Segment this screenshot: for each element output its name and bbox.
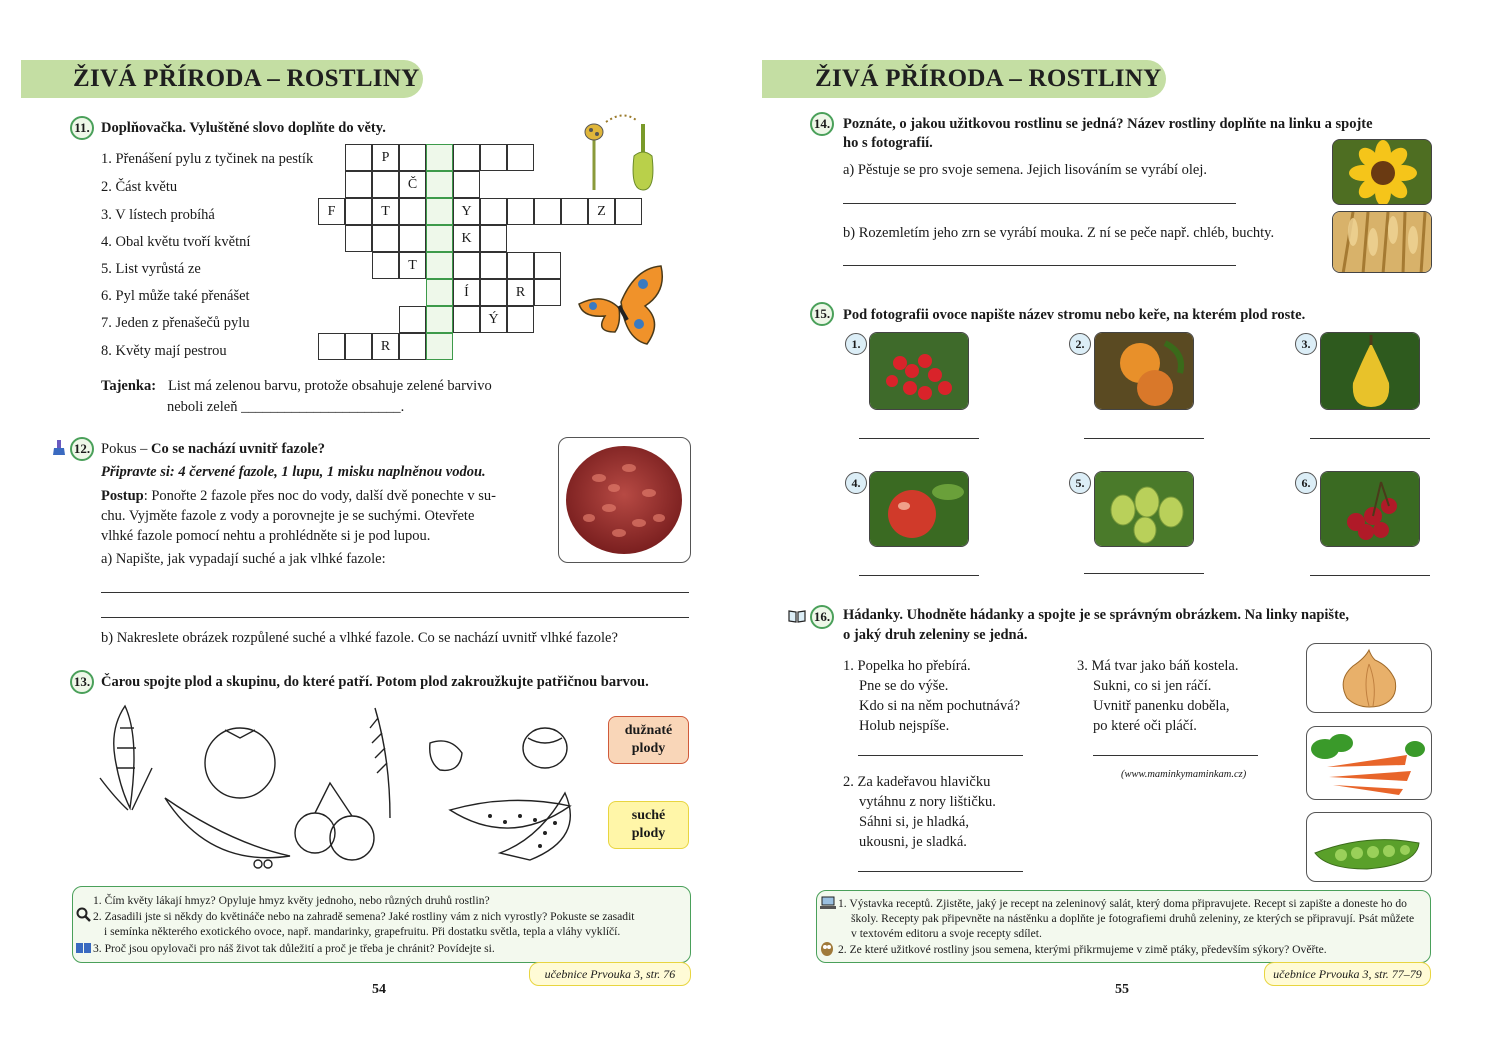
crossword-cell-secret[interactable] [426, 333, 453, 360]
riddle-2-line: vytáhnu z nory lištičku. [859, 794, 996, 810]
crossword-cell[interactable] [480, 198, 507, 225]
crossword-cell[interactable]: K [453, 225, 480, 252]
crossword-cell[interactable] [480, 279, 507, 306]
page-title: ŽIVÁ PŘÍRODA – ROSTLINY [21, 60, 423, 98]
page-title: ŽIVÁ PŘÍRODA – ROSTLINY [762, 60, 1166, 98]
group-label: suché [631, 808, 666, 823]
exercise-heading: Čarou spojte plod a skupinu, do které patří. Potom plod zakroužkujte patřičnou barvou. [101, 674, 649, 690]
page-number: 54 [372, 982, 386, 997]
fruits-line-drawings [90, 698, 590, 870]
heading-prefix: Pokus – [101, 441, 151, 457]
photo-label: 4. [845, 472, 867, 494]
owl-icon [820, 940, 834, 956]
clue-4: 4. Obal květu tvoří květní [101, 234, 251, 250]
exercise-number: 13. [70, 670, 94, 694]
crossword-cell[interactable] [507, 144, 534, 171]
activity-2: 2. Ze které užitkové rostliny jsou semena, kterými přikrmujeme v zimě ptáky, především sýkory? Ověřte. [838, 943, 1327, 956]
riddle-3-line: po které oči pláčí. [1093, 718, 1197, 734]
crossword-cell[interactable] [345, 171, 372, 198]
photo-label: 5. [1069, 472, 1091, 494]
activity-1-cont: v textovém editoru a svoje recepty sdílet. [851, 927, 1042, 940]
right-page [750, 0, 1500, 1055]
procedure-line: chu. Vyjměte fazole z vody a porovnejte je se suchými. Otevřete [101, 508, 475, 524]
procedure-line: vlhké fazole pomocí nehtu a prohlédněte si je pod lupou. [101, 528, 431, 544]
crossword-cell[interactable] [453, 306, 480, 333]
exercise-heading: Pod fotografii ovoce napište název stromu nebo keře, na kterém plod roste. [843, 307, 1306, 323]
crossword-cell[interactable]: Í [453, 279, 480, 306]
book-icon [788, 609, 806, 623]
crossword-cell[interactable] [480, 144, 507, 171]
crossword-cell-secret[interactable] [426, 306, 453, 333]
butterfly-illustration [575, 262, 667, 352]
crossword-cell[interactable] [561, 198, 588, 225]
gooseberry-photo [1094, 471, 1194, 547]
pear-photo [1320, 332, 1420, 410]
peas-image [1307, 813, 1431, 881]
crossword-cell[interactable] [507, 198, 534, 225]
photo-label: 1. [845, 333, 867, 355]
crossword-cell[interactable] [399, 306, 426, 333]
question-b: b) Nakreslete obrázek rozpůlené suché a vlhké fazole. Co se nachází uvnitř vlhké fazole? [101, 630, 618, 646]
carrot-image [1307, 727, 1431, 799]
crossword-cell[interactable]: P [372, 144, 399, 171]
riddle-1-line: Holub nejspíše. [859, 718, 950, 734]
answer-line[interactable] [858, 755, 1023, 756]
beans-photo [559, 438, 689, 560]
crossword-cell[interactable] [345, 198, 372, 225]
crossword-cell[interactable] [399, 144, 426, 171]
crossword-cell[interactable] [534, 252, 561, 279]
question-a: a) Napište, jak vypadají suché a jak vlhké fazole: [101, 551, 386, 567]
tajenka-text-answer: neboli zeleň ______________________. [167, 399, 405, 415]
exercise-number: 16. [810, 605, 834, 629]
heading-question: Co se nachází uvnitř fazole? [150, 441, 325, 457]
crossword-cell-secret[interactable] [426, 252, 453, 279]
photo-label: 6. [1295, 472, 1317, 494]
textbook-reference: učebnice Prvouka 3, str. 76 [529, 962, 691, 986]
clue-6: 6. Pyl může také přenášet [101, 288, 250, 304]
crossword-cell[interactable]: Z [588, 198, 615, 225]
crossword-cell-secret[interactable] [426, 198, 453, 225]
crossword-cell[interactable]: Č [399, 171, 426, 198]
magnifier-icon [76, 907, 92, 923]
exercise-heading: Doplňovačka. Vyluštěné slovo doplňte do věty. [101, 120, 386, 136]
crossword-cell[interactable]: Ý [480, 306, 507, 333]
apple-photo [869, 471, 969, 547]
wheat-photo[interactable] [1332, 211, 1432, 273]
flower-parts-illustration [578, 112, 668, 194]
apple-image [870, 472, 969, 547]
carrot-photo-frame[interactable] [1306, 726, 1432, 800]
exercise-heading: Poznáte, o jakou užitkovou rostlinu se jedná? Název rostliny doplňte na linku a spojte [843, 116, 1373, 132]
answer-line[interactable] [101, 617, 689, 618]
group-label: plody [631, 826, 666, 841]
apricot-photo [1094, 332, 1194, 410]
riddle-3-line: 3. Má tvar jako báň kostela. [1077, 658, 1239, 674]
crossword-cell[interactable] [534, 198, 561, 225]
apricot-image [1095, 333, 1194, 410]
clue-5: 5. List vyrůstá ze [101, 261, 201, 277]
exercise-heading: Hádanky. Uhodněte hádanky a spojte je se správným obrázkem. Na linky napište, [843, 607, 1349, 623]
exercise-heading-cont: ho s fotografií. [843, 135, 933, 151]
tajenka-label: Tajenka: [101, 378, 157, 394]
crossword-cell[interactable] [345, 333, 372, 360]
wheat-image [1333, 212, 1432, 273]
crossword-cell[interactable] [372, 225, 399, 252]
discussion-question-2-cont: i semínka některého exotického ovoce, např. mandarinky, grapefruitu. Při dostatku světla, tepla a vláhy vyklíčí. [104, 925, 621, 938]
crossword-cell[interactable] [507, 252, 534, 279]
crossword-cell[interactable] [453, 252, 480, 279]
group-dry-fruits[interactable] [608, 801, 689, 849]
onion-image [1307, 644, 1431, 712]
riddle-2-line: Sáhni si, je hladká, [859, 814, 969, 830]
clue-2: 2. Část květu [101, 179, 178, 195]
photo-label: 2. [1069, 333, 1091, 355]
group-discussion-icon [76, 941, 92, 955]
discussion-question-3: 3. Proč jsou opylovači pro náš život tak důležití a proč je třeba je chránit? Povídejte si. [93, 942, 495, 955]
exercise-number: 14. [810, 112, 834, 136]
left-page [0, 0, 750, 1055]
riddle-2-line: 2. Za kadeřavou hlavičku [843, 774, 991, 790]
crossword-cell[interactable]: T [372, 198, 399, 225]
riddle-1-line: 1. Popelka ho přebírá. [843, 658, 971, 674]
clue-7: 7. Jeden z přenašečů pylu [101, 315, 250, 331]
answer-line[interactable] [1310, 438, 1430, 439]
exercise-heading-cont: o jaký druh zeleniny se jedná. [843, 627, 1028, 643]
crossword-cell[interactable]: F [318, 198, 345, 225]
activity-1: 1. Výstavka receptů. Zjistěte, jaký je recept na zeleninový salát, který doma připravujete. Recept si zapište a doneste ho do [838, 897, 1407, 910]
crossword-cell[interactable] [453, 144, 480, 171]
crossword-cell[interactable] [345, 225, 372, 252]
crossword-cell[interactable] [372, 171, 399, 198]
crossword-cell[interactable] [372, 252, 399, 279]
crossword-cell[interactable] [399, 198, 426, 225]
crossword-cell-secret[interactable] [426, 279, 453, 306]
crossword-cell[interactable] [318, 333, 345, 360]
answer-line[interactable] [1310, 575, 1430, 576]
materials-text: Připravte si: 4 červené fazole, 1 lupu, 1 misku naplněnou vodou. [101, 464, 486, 480]
clue-8: 8. Květy mají pestrou [101, 343, 227, 359]
cherry-image [1321, 472, 1420, 547]
crossword-cell[interactable] [480, 225, 507, 252]
sunflower-photo[interactable] [1332, 139, 1432, 205]
crossword-cell[interactable]: R [507, 279, 534, 306]
riddle-3-line: Uvnitř panenku doběla, [1093, 698, 1230, 714]
procedure-text [101, 487, 496, 505]
exercise-number: 11. [70, 116, 94, 140]
clue-1: 1. Přenášení pylu z tyčinek na pestík [101, 151, 314, 167]
answer-line[interactable] [858, 871, 1023, 872]
tajenka-text: List má zelenou barvu, protože obsahuje zelené barvivo [168, 378, 492, 394]
source-credit: (www.maminkymaminkam.cz) [1121, 769, 1247, 780]
activity-1-cont: školy. Recepty pak připevněte na nástěnku a doplňte je fotografiemi druhů zeleniny, ze kterých se připravují. Psát můžete [851, 912, 1415, 925]
answer-line[interactable] [1084, 438, 1204, 439]
question-b: b) Rozemletím jeho zrn se vyrábí mouka. Z ní se peče např. chléb, buchty. [843, 225, 1275, 241]
computer-icon [820, 896, 836, 910]
answer-line[interactable] [101, 592, 689, 593]
exercise-number: 15. [810, 302, 834, 326]
crossword-cell[interactable] [480, 252, 507, 279]
answer-line[interactable] [843, 265, 1236, 266]
crossword-cell-secret[interactable] [426, 171, 453, 198]
crossword-cell[interactable] [453, 171, 480, 198]
answer-line[interactable] [843, 203, 1236, 204]
photo-label: 3. [1295, 333, 1317, 355]
onion-photo-frame[interactable] [1306, 643, 1432, 713]
crossword-cell-secret[interactable] [426, 225, 453, 252]
group-fleshy-fruits[interactable] [608, 716, 689, 764]
cherry-photo [1320, 471, 1420, 547]
answer-line[interactable] [859, 575, 979, 576]
discussion-question-2: 2. Zasadili jste si někdy do květináče nebo na zahradě semena? Jaké rostliny vám z nich vyrostly? Pokuste se zasadit [93, 910, 635, 923]
group-label: dužnaté [624, 723, 673, 738]
gooseberry-image [1095, 472, 1194, 547]
sunflower-image [1333, 140, 1432, 205]
clue-3: 3. V lístech probíhá [101, 207, 215, 223]
answer-line[interactable] [1084, 573, 1204, 574]
group-label: plody [631, 741, 666, 756]
answer-line[interactable] [1093, 755, 1258, 756]
discussion-question-1: 1. Čím květy lákají hmyz? Opyluje hmyz květy jednoho, nebo různých druhů rostlin? [93, 894, 490, 907]
riddle-2-line: ukousni, je sladká. [859, 834, 967, 850]
currant-image [870, 333, 969, 410]
crossword-cell[interactable] [615, 198, 642, 225]
exercise-number: 12. [70, 437, 94, 461]
experiment-icon [52, 440, 66, 456]
procedure-line: : Ponořte 2 fazole přes noc do vody, další dvě ponechte v su- [143, 488, 496, 504]
riddle-3-line: Sukni, co si jen ráčí. [1093, 678, 1212, 694]
pear-image [1321, 333, 1420, 410]
textbook-reference: učebnice Prvouka 3, str. 77–79 [1264, 962, 1431, 986]
exercise-heading [101, 440, 325, 458]
answer-line[interactable] [859, 438, 979, 439]
crossword-cell[interactable] [507, 306, 534, 333]
crossword-cell[interactable]: T [399, 252, 426, 279]
crossword-cell[interactable] [399, 225, 426, 252]
question-a: a) Pěstuje se pro svoje semena. Jejich lisováním se vyrábí olej. [843, 162, 1208, 178]
beans-photo-frame [558, 437, 691, 563]
riddle-1-line: Kdo si na něm pochutnává? [859, 698, 1021, 714]
crossword-cell[interactable]: Y [453, 198, 480, 225]
procedure-label: Postup [101, 488, 144, 504]
crossword-cell[interactable] [345, 144, 372, 171]
crossword-cell[interactable]: R [372, 333, 399, 360]
crossword-cell-secret[interactable] [426, 144, 453, 171]
peas-photo-frame[interactable] [1306, 812, 1432, 882]
riddle-1-line: Pne se do výše. [859, 678, 949, 694]
page-number: 55 [1115, 982, 1129, 997]
currant-photo [869, 332, 969, 410]
crossword-cell[interactable] [399, 333, 426, 360]
crossword-cell[interactable] [534, 279, 561, 306]
